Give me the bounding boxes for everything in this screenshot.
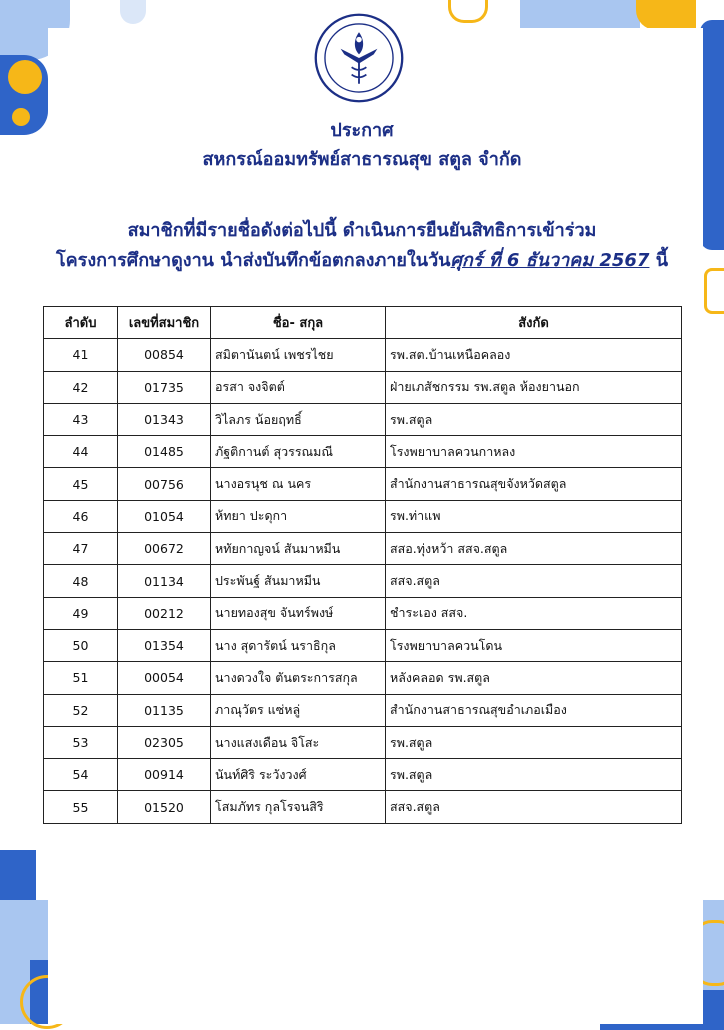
- notice-suffix: นี้: [649, 250, 669, 271]
- table-row: [44, 791, 682, 823]
- notice-subtitle-line2: [0, 245, 724, 274]
- row-member-id: 01735: [118, 371, 211, 403]
- row-no: 48: [44, 565, 118, 597]
- row-name: โสมภัทร กุลโรจนสิริ: [211, 791, 386, 823]
- row-name: ประพันฐ์ สันมาหมีน: [211, 565, 386, 597]
- table-row: [44, 565, 682, 597]
- row-name: สมิตานันตน์ เพชรไชย: [211, 339, 386, 371]
- row-no: 47: [44, 533, 118, 565]
- row-no: 49: [44, 597, 118, 629]
- row-member-id: 01134: [118, 565, 211, 597]
- announcement-title: ประกาศ: [330, 120, 394, 141]
- row-affiliation: รพ.สตูล: [386, 403, 682, 435]
- row-name: ภัฐติกานต์ สุวรรณมณี: [211, 436, 386, 468]
- row-name: นายทองสุข จันทร์พงษ์: [211, 597, 386, 629]
- table-row: [44, 662, 682, 694]
- row-member-id: 02305: [118, 726, 211, 758]
- row-member-id: 00054: [118, 662, 211, 694]
- row-affiliation: รพ.สตูล: [386, 759, 682, 791]
- notice-subtitle-line1: สมาชิกที่มีรายชื่อดังต่อไปนี้ ดำเนินการยืนยันสิทธิการเข้าร่วม: [127, 220, 597, 241]
- row-name: ภาณุวัตร แซ่หลู่: [211, 694, 386, 726]
- member-table: [43, 306, 682, 824]
- row-affiliation: รพ.ท่าแพ: [386, 500, 682, 532]
- row-affiliation: โรงพยาบาลควนกาหลง: [386, 436, 682, 468]
- row-member-id: 01485: [118, 436, 211, 468]
- row-member-id: 01520: [118, 791, 211, 823]
- table-body: [44, 339, 682, 823]
- row-member-id: 01343: [118, 403, 211, 435]
- table-row: [44, 500, 682, 532]
- notice-text: โครงการศึกษาดูงาน นำส่งบันทึกข้อตกลงภายในวัน: [55, 250, 451, 271]
- table-row: [44, 726, 682, 758]
- row-affiliation: สำนักงานสาธารณสุขจังหวัดสตูล: [386, 468, 682, 500]
- row-name: นาง สุดารัตน์ นราธิกุล: [211, 629, 386, 661]
- table-row: [44, 533, 682, 565]
- row-name: นางอรนุช ณ นคร: [211, 468, 386, 500]
- header-name: ชื่อ- สกุล: [211, 307, 386, 339]
- table-row: [44, 339, 682, 371]
- row-name: นันท์ศิริ ระวังวงศ์: [211, 759, 386, 791]
- row-member-id: 00672: [118, 533, 211, 565]
- row-name: วิไลภร น้อยฤทธิ์: [211, 403, 386, 435]
- row-no: 44: [44, 436, 118, 468]
- row-affiliation: สสจ.สตูล: [386, 565, 682, 597]
- row-affiliation: โรงพยาบาลควนโดน: [386, 629, 682, 661]
- row-affiliation: สสอ.ทุ่งหว้า สสจ.สตูล: [386, 533, 682, 565]
- row-no: 46: [44, 500, 118, 532]
- row-no: 43: [44, 403, 118, 435]
- row-member-id: 00854: [118, 339, 211, 371]
- row-no: 52: [44, 694, 118, 726]
- row-name: นางดวงใจ ตันตระการสกุล: [211, 662, 386, 694]
- table-row: [44, 597, 682, 629]
- row-no: 53: [44, 726, 118, 758]
- header-no: ลำดับ: [44, 307, 118, 339]
- table-header-row: [44, 307, 682, 339]
- row-affiliation: ชำระเอง สสจ.: [386, 597, 682, 629]
- row-affiliation: สสจ.สตูล: [386, 791, 682, 823]
- row-member-id: 01054: [118, 500, 211, 532]
- row-no: 55: [44, 791, 118, 823]
- row-name: นางแสงเดือน จิโสะ: [211, 726, 386, 758]
- row-no: 50: [44, 629, 118, 661]
- row-no: 45: [44, 468, 118, 500]
- row-affiliation: สำนักงานสาธารณสุขอำเภอเมือง: [386, 694, 682, 726]
- cooperative-seal-logo: [313, 12, 405, 104]
- row-name: หทัยกาญจน์ สันมาหมีน: [211, 533, 386, 565]
- row-member-id: 00756: [118, 468, 211, 500]
- cooperative-name: สหกรณ์ออมทรัพย์สาธารณสุข สตูล จำกัด: [202, 149, 522, 170]
- table-row: [44, 436, 682, 468]
- row-affiliation: รพ.สต.บ้านเหนือคลอง: [386, 339, 682, 371]
- table-row: [44, 694, 682, 726]
- table-row: [44, 403, 682, 435]
- deadline-date: ศุกร์ ที่ 6 ธันวาคม 2567: [450, 250, 650, 271]
- table-row: [44, 371, 682, 403]
- row-no: 41: [44, 339, 118, 371]
- row-member-id: 01354: [118, 629, 211, 661]
- row-no: 42: [44, 371, 118, 403]
- table-row: [44, 759, 682, 791]
- row-member-id: 01135: [118, 694, 211, 726]
- row-affiliation: หลังคลอด รพ.สตูล: [386, 662, 682, 694]
- row-affiliation: รพ.สตูล: [386, 726, 682, 758]
- header-member-id: เลขที่สมาชิก: [118, 307, 211, 339]
- table-row: [44, 629, 682, 661]
- row-no: 54: [44, 759, 118, 791]
- row-name: ห้ทยา ปะดุกา: [211, 500, 386, 532]
- row-member-id: 00914: [118, 759, 211, 791]
- row-no: 51: [44, 662, 118, 694]
- row-member-id: 00212: [118, 597, 211, 629]
- row-affiliation: ฝ่ายเภสัชกรรม รพ.สตูล ห้องยานอก: [386, 371, 682, 403]
- table-row: [44, 468, 682, 500]
- row-name: อรสา จงจิตต์: [211, 371, 386, 403]
- header-affiliation: สังกัด: [386, 307, 682, 339]
